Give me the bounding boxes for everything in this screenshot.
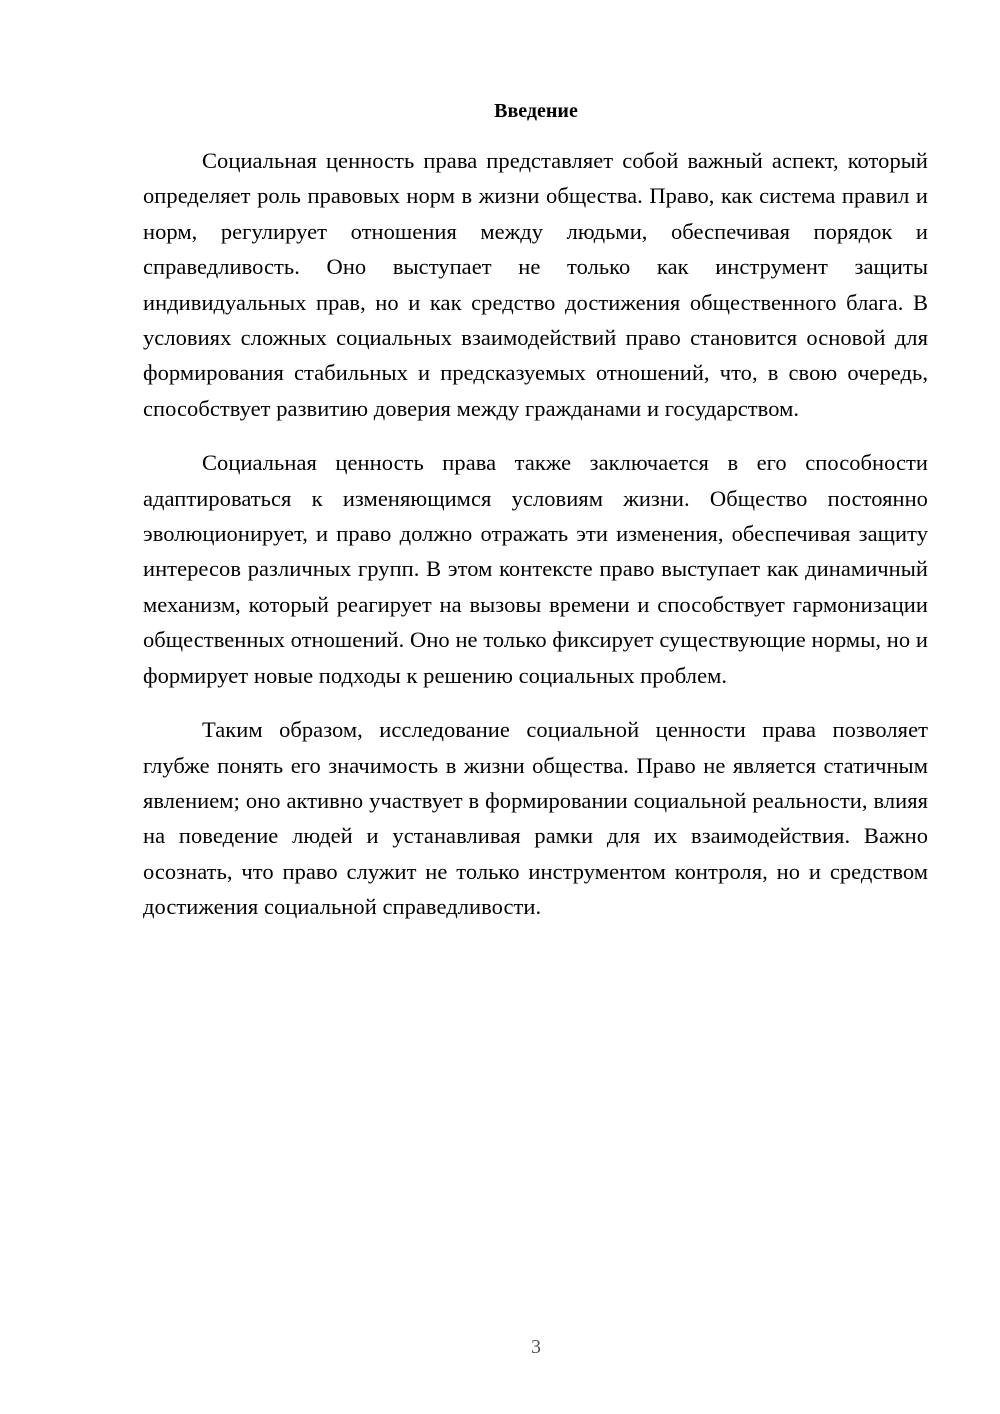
body-text: [143, 143, 928, 944]
page-number: 3: [531, 1336, 541, 1358]
section-heading: Введение: [494, 100, 578, 122]
paragraph-3: Таким образом, исследование социальной ценности права позволяет глубже понять его значимость в жизни общества. Право не является статичным явлением; оно активно участвует в формировании социальной реальности, влияя на поведение людей и устанавливая рамки для их взаимодействия. Важно осознать, что право служит не только инструментом контроля, но и средством достижения социальной справедливости.: [143, 717, 928, 920]
paragraph-2: Социальная ценность права также заключается в его способности адаптироваться к изменяющимся условиям жизни. Общество постоянно эволюционирует, и право должно отражать эти изменения, обеспечивая защиту интересов различных групп. В этом контексте право выступает как динамичный механизм, который реагирует на вызовы времени и способствует гармонизации общественных отношений. Оно не только фиксирует существующие нормы, но и формирует новые подходы к решению социальных проблем.: [143, 450, 928, 688]
paragraph-1: Социальная ценность права представляет собой важный аспект, который определяет роль правовых норм в жизни общества. Право, как система правил и норм, регулирует отношения между людьми, обеспечивая порядок и справедливость. Оно выступает не только как инструмент защиты индивидуальных прав, но и как средство достижения общественного блага. В условиях сложных социальных взаимодействий право становится основой для формирования стабильных и предсказуемых отношений, что, в свою очередь, способствует развитию доверия между гражданами и государством.: [143, 148, 928, 421]
